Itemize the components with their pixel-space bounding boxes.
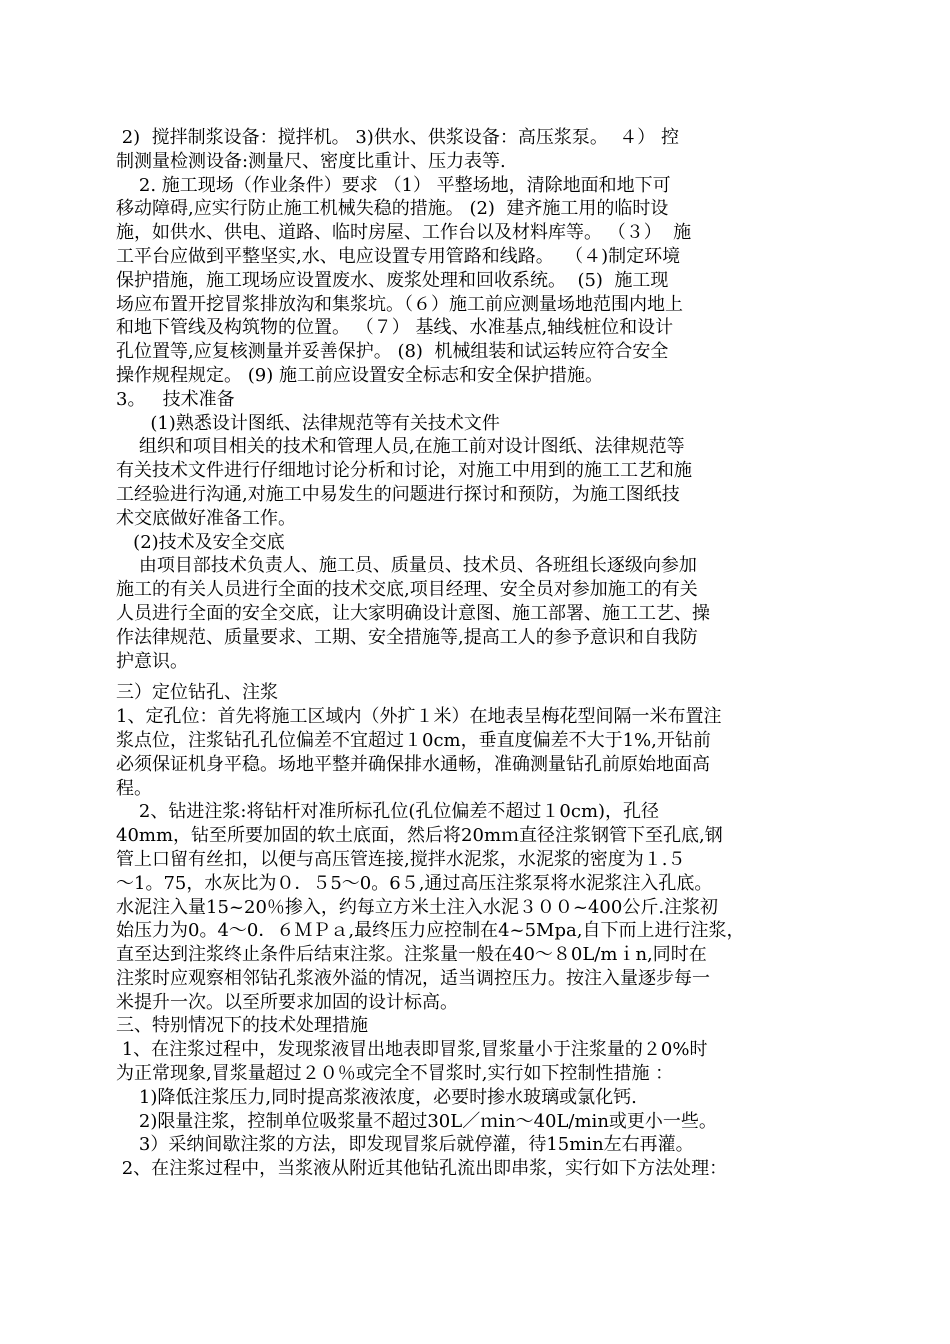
text-line: 保护措施，施工现场应设置废水、废浆处理和回收系统。 (5) 施工现 xyxy=(116,269,669,291)
text-line: 人员进行全面的安全交底，让大家明确设计意图、施工部署、施工工艺、操 xyxy=(116,602,710,624)
text-line: 施工的有关人员进行全面的技术交底,项目经理、安全员对参加施工的有关 xyxy=(116,579,698,601)
text-line: 程。 xyxy=(116,777,152,799)
document-page xyxy=(116,126,838,1181)
text-line: 作法律规范、质量要求、工期、安全措施等,提高工人的参予意识和自我防 xyxy=(116,626,698,648)
paragraph-gap xyxy=(116,673,838,681)
list-item: 3）采纳间歇注浆的方法，即发现冒浆后就停灌，待15min左右再灌。 xyxy=(116,1134,694,1156)
text-line: 米提升一次。以至所要求加固的设计标高。 xyxy=(116,991,458,1013)
text-line: 1、在注浆过程中，发现浆液冒出地表即冒浆,冒浆量小于注浆量的２0%时 xyxy=(116,1039,708,1061)
text-line: 为正常现象,冒浆量超过２０％或完全不冒浆时,实行如下控制性措施 ： xyxy=(116,1063,674,1085)
text-line: 始压力为0。4～0．６ＭＰａ,最终压力应控制在4~5Mpa,自下而上进行注浆， xyxy=(116,920,745,942)
text-line: 施，如供水、供电、道路、临时房屋、工作台以及材料库等。 （３） 施 xyxy=(116,222,692,244)
text-line: 直至达到注浆终止条件后结束注浆。注浆量一般在40～８0L/mｉn,同时在 xyxy=(116,944,707,966)
text-line: 制测量检测设备:测量尺、密度比重计、压力表等. xyxy=(116,150,506,172)
text-line: 水泥注入量15~20％掺入，约每立方米土注入水泥３００~400公斤.注浆初 xyxy=(116,896,719,918)
text-line: 40mm，钻至所要加固的软土底面，然后将20mｍ直径注浆钢管下至孔底,钢 xyxy=(116,825,723,847)
text-line: 操作规程规定。 (9) 施工前应设置安全标志和安全保护措施。 xyxy=(116,364,603,386)
text-line: 2) 搅拌制浆设备：搅拌机。 3)供水、供浆设备：高压浆泵。 ４） 控 xyxy=(116,127,679,148)
text-line: 护意识。 xyxy=(116,650,188,672)
text-line: 孔位置等,应复核测量并妥善保护。 (8) 机械组装和试运转应符合安全 xyxy=(116,341,669,363)
list-item: 1)降低注浆压力,同时提高浆液浓度，必要时掺水玻璃或氯化钙. xyxy=(116,1086,637,1108)
text-line: 必须保证机身平稳。场地平整并确保排水通畅，准确测量钻孔前原始地面高 xyxy=(116,753,710,775)
text-line: 移动障碍,应实行防止施工机械失稳的措施。 (2) 建齐施工用的临时设 xyxy=(116,198,669,220)
text-line: 管上口留有丝扣，以便与高压管连接,搅拌水泥浆，水泥浆的密度为１.５ xyxy=(116,848,686,870)
text-line: 组织和项目相关的技术和管理人员,在施工前对设计图纸、法律规范等 xyxy=(116,436,685,458)
text-line: 和地下管线及构筑物的位置。 （７） 基线、水准基点,轴线桩位和设计 xyxy=(116,317,674,339)
text-line: ～1。75，水灰比为０．５5～0。6５,通过高压注浆泵将水泥浆注入孔底。 xyxy=(116,872,713,894)
subsection-heading: (2)技术及安全交底 xyxy=(116,531,285,553)
text-line: 有关技术文件进行仔细地讨论分析和讨论，对施工中用到的施工工艺和施 xyxy=(116,460,692,482)
text-line: 2、在注浆过程中，当浆液从附近其他钻孔流出即串浆，实行如下方法处理： xyxy=(116,1158,728,1180)
section-heading: 三、特别情况下的技术处理措施 xyxy=(116,1015,368,1037)
text-line: 1、定孔位：首先将施工区域内（外扩１米）在地表呈梅花型间隔一米布置注 xyxy=(116,706,722,728)
text-line: 2、钻进注浆:将钻杆对准所标孔位(孔位偏差不超过１0cm)，孔径 xyxy=(116,801,660,823)
text-line: 工经验进行沟通,对施工中易发生的问题进行探讨和预防，为施工图纸技 xyxy=(116,483,680,505)
list-item: 2)限量注浆，控制单位吸浆量不超过30L／ｍin～40L/min或更小一些。 xyxy=(116,1110,717,1132)
text-line: 场应布置开挖冒浆排放沟和集浆坑。（６）施工前应测量场地范围内地上 xyxy=(116,293,683,315)
text-line: 工平台应做到平整坚实,水、电应设置专用管路和线路。 （４)制定环境 xyxy=(116,245,681,267)
subsection-heading: (1)熟悉设计图纸、法律规范等有关技术文件 xyxy=(116,412,500,434)
text-line: 由项目部技术负责人、施工员、质量员、技术员、各班组长逐级向参加 xyxy=(116,555,697,577)
text-line: 注浆时应观察相邻钻孔浆液外溢的情况，适当调控压力。按注入量逐步每一 xyxy=(116,967,710,989)
text-line: 浆点位，注浆钻孔孔位偏差不宜超过１0cm，垂直度偏差不大于1%,开钻前 xyxy=(116,729,711,751)
section-heading: 三）定位钻孔、注浆 xyxy=(116,682,278,704)
text-line: 术交底做好准备工作。 xyxy=(116,507,296,529)
section-heading: 3。 技术准备 xyxy=(116,388,235,410)
text-line: 2. 施工现场（作业条件）要求 （1） 平整场地，清除地面和地下可 xyxy=(116,174,671,196)
